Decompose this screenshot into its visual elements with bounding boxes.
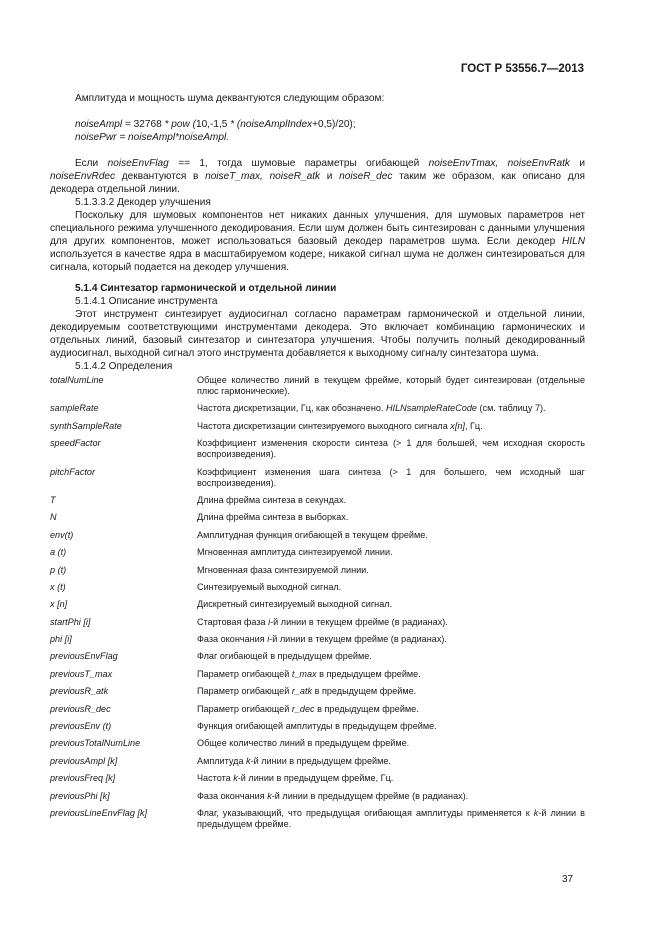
definition-description: Мгновенная фаза синтезируемой линии. [197, 564, 369, 575]
definition-description: Частота k-й линии в предыдущем фрейме, Гц. [197, 773, 394, 784]
definition-term: previousEnvFlag [50, 651, 118, 662]
definition-term: previousTotalNumLine [50, 738, 141, 749]
definition-term: previousFreq [k] [50, 773, 116, 784]
definition-description: Общее количество линий в предыдущем фрейме. [197, 738, 410, 749]
definition-row [50, 755, 585, 772]
definition-row [50, 807, 585, 835]
definition-description: Мгновенная амплитуда синтезируемой линии. [197, 547, 393, 558]
definitions-table [50, 374, 585, 835]
definition-row [50, 790, 585, 807]
definition-term: a (t) [50, 547, 67, 558]
definition-row [50, 616, 585, 633]
definition-row [50, 402, 585, 419]
definition-description: Амплитудная функция огибающей в текущем фрейме. [197, 529, 428, 540]
definition-description: Дискретный синтезируемый выходной сигнал. [197, 599, 393, 610]
definition-row [50, 466, 585, 494]
definition-term: x [n] [50, 599, 68, 610]
tool-description-paragraph: Этот инструмент синтезирует аудиосигнал согласно параметрам гармонической и отдельной линии, декодируемым соответствующими инструментами декодера. Это включает комбинацию гармонических и отдельных линий, базовый синтезатор и синтезатора улучшения. Чтобы получить полный декодированный аудиосигнал, выходной сигнал этого инструмента добавляется к выходному сигналу синтезатора шума. [50, 309, 585, 359]
definition-term: previousLineEnvFlag [k] [50, 807, 148, 818]
definition-row [50, 511, 585, 528]
definition-row [50, 494, 585, 511]
section-heading-5-1-3-3-2: 5.1.3.3.2 Декодер улучшения [75, 197, 211, 208]
definition-description: Флаг, указывающий, что предыдущая огибающая амплитуды применяется к k-й линии в предыдущем фрейме. [197, 807, 586, 829]
page-number: 37 [562, 874, 574, 885]
definition-term: speedFactor [50, 438, 101, 449]
definition-row [50, 564, 585, 581]
definition-row [50, 581, 585, 598]
definition-description: Флаг огибающей в предыдущем фрейме. [197, 651, 372, 662]
definition-term: previousR_atk [50, 686, 109, 697]
definition-row [50, 685, 585, 702]
definition-description: Длина фрейма синтеза в выборках. [197, 512, 349, 523]
section-heading-5-1-4-2: 5.1.4.2 Определения [75, 361, 173, 372]
definition-description: Коэффициент изменения шага синтеза (> 1 для большего, чем исходный шаг воспроизведения). [197, 466, 585, 488]
definition-term: previousEnv (t) [50, 721, 112, 732]
intro-paragraph: Амплитуда и мощность шума деквантуются следующим образом: [75, 93, 385, 104]
formula-noise-pwr: noisePwr = noiseAmpl*noiseAmpl. [75, 132, 230, 143]
formula-noise-ampl: noiseAmpl = 32768 * pow (10,-1,5 * (noiseAmplIndex+0,5)/20); [75, 119, 356, 130]
definition-row [50, 420, 585, 437]
envflag-paragraph: Если noiseEnvFlag == 1, тогда шумовые параметры огибающей noiseEnvTmax, noiseEnvRatk и noiseEnvRdec деквантуются в noiseT_max, noiseR_atk и noiseR_dec таким же образом, как описано для декодера отдельной линии. [50, 158, 585, 195]
document-header: ГОСТ Р 53556.7—2013 [460, 63, 584, 75]
definition-term: previousAmpl [k] [50, 755, 118, 766]
definition-description: Фаза окончания k-й линии в предыдущем фрейме (в радианах). [197, 790, 469, 801]
definition-description: Фаза окончания i-й линии в текущем фрейме (в радианах). [197, 634, 447, 645]
definition-term: T [50, 494, 56, 505]
definition-row [50, 772, 585, 789]
definition-description: Стартовая фаза i-й линии в текущем фрейме (в радианах). [197, 616, 448, 627]
definition-row [50, 720, 585, 737]
definition-row [50, 737, 585, 754]
definition-term: x (t) [50, 581, 66, 592]
definition-term: startPhi [i] [50, 616, 91, 627]
definition-description: Коэффициент изменения скорости синтеза (> 1 для большей, чем исходная скорость воспроизведения). [197, 438, 585, 460]
definition-term: previousR_dec [50, 703, 111, 714]
definition-description: Амплитуда k-й линии в предыдущем фрейме. [197, 755, 391, 766]
definition-term: pitchFactor [50, 466, 95, 477]
definition-description: Длина фрейма синтеза в секундах. [197, 494, 347, 505]
definition-description: Синтезируемый выходной сигнал. [197, 581, 342, 592]
definition-row [50, 546, 585, 563]
definition-description: Параметр огибающей t_max в предыдущем фрейме. [197, 668, 421, 679]
definition-row [50, 703, 585, 720]
definition-row [50, 529, 585, 546]
enhancement-decoder-paragraph: Поскольку для шумовых компонентов нет никаких данных улучшения, для шумовых параметров нет специального режима улучшенного декодирования. Если шум должен быть синтезирован с данными улучшения для других компонентов, может использоваться базовый декодер параметров шума. Если декодер HILN используется в качестве ядра в масштабируемом кодере, никакой сигнал шума не должен синтезироваться для сигнала, который подается на декодер улучшения. [50, 210, 585, 273]
section-heading-5-1-4: 5.1.4 Синтезатор гармонической и отдельной линии [75, 283, 337, 294]
definition-term: p (t) [50, 564, 67, 575]
definition-description: Параметр огибающей r_atk в предыдущем фрейме. [197, 686, 417, 697]
definition-description: Параметр огибающей r_dec в предыдущем фрейме. [197, 703, 419, 714]
definition-term: sampleRate [50, 403, 99, 414]
definition-term: previousT_max [50, 668, 113, 679]
definition-term: env(t) [50, 529, 74, 540]
definition-term: previousPhi [k] [50, 790, 110, 801]
definition-term: synthSampleRate [50, 420, 122, 431]
definition-row [50, 633, 585, 650]
definition-row [50, 650, 585, 667]
definition-row [50, 668, 585, 685]
definition-term: N [50, 512, 57, 523]
definition-term: totalNumLine [50, 375, 104, 385]
definition-description: Функция огибающей амплитуды в предыдущем фрейме. [197, 721, 437, 732]
definition-term: phi [i] [50, 634, 72, 645]
definition-description: Частота дискретизации, Гц, как обозначено. HILNsampleRateCode (см. таблицу 7). [197, 403, 546, 414]
section-heading-5-1-4-1: 5.1.4.1 Описание инструмента [75, 296, 218, 307]
definition-description: Общее количество линий в текущем фрейме, который будет синтезирован (отдельные плюс гармонические). [197, 375, 585, 396]
definition-row [50, 374, 585, 402]
definition-description: Частота дискретизации синтезируемого выходного сигнала x[n], Гц. [197, 420, 483, 431]
definition-row [50, 437, 585, 465]
definition-row [50, 598, 585, 615]
page-content [50, 92, 585, 835]
